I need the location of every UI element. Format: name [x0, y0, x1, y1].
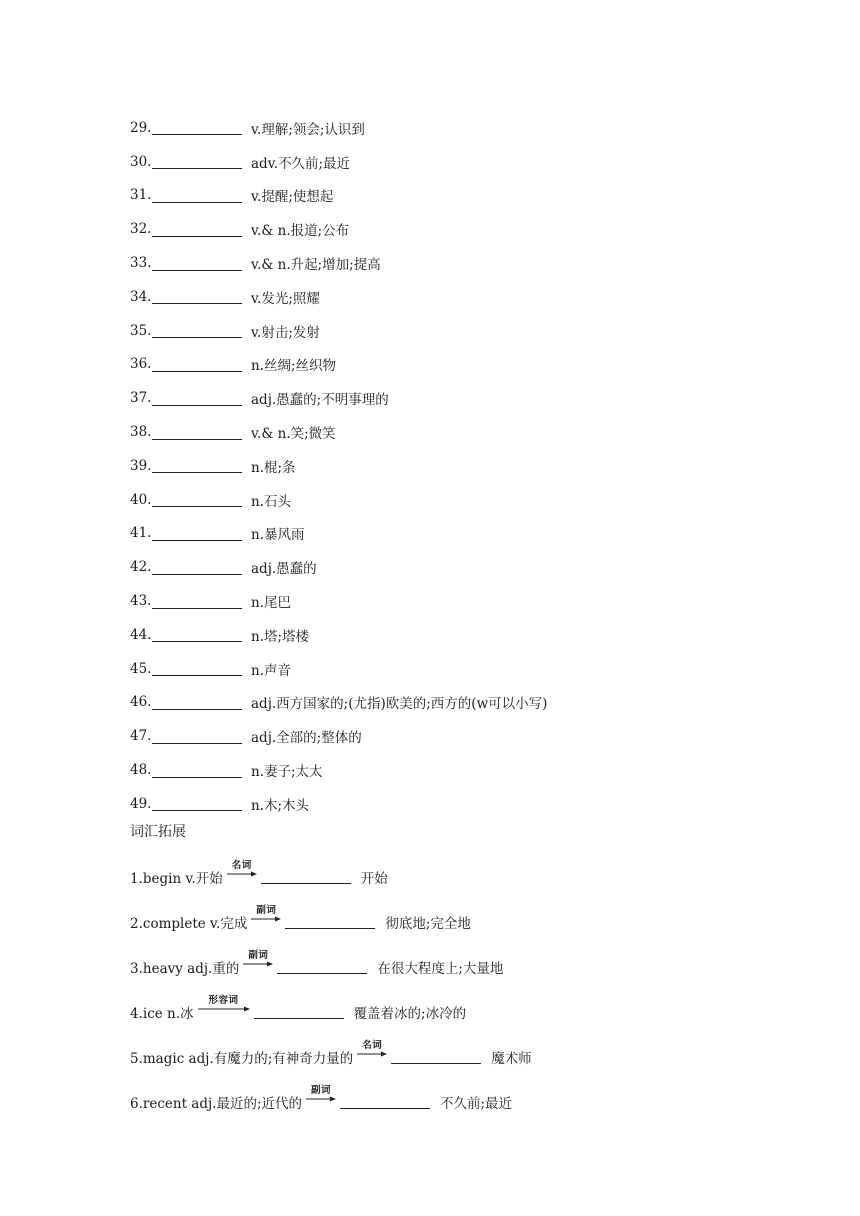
arrow-right-icon: [243, 961, 273, 967]
arrow-right-icon: [198, 1006, 250, 1012]
expansion-row: [130, 1075, 532, 1120]
item-number: 48.: [130, 762, 152, 779]
vocab-row: [130, 719, 547, 753]
expansion-row: [130, 850, 532, 895]
definition: v.射击;发射: [251, 324, 320, 341]
answer-blank[interactable]: [152, 729, 242, 744]
answer-blank[interactable]: [254, 1004, 344, 1019]
derivation-arrow: [198, 996, 250, 1012]
item-number: 32.: [130, 221, 152, 238]
item-number: 39.: [130, 457, 152, 474]
item-number: 31.: [130, 187, 152, 204]
definition: v.& n.报道;公布: [251, 223, 350, 240]
expansion-row: [130, 1030, 532, 1075]
arrow-right-icon: [306, 1096, 336, 1102]
target-meaning: 魔术师: [491, 1050, 532, 1067]
answer-blank[interactable]: [152, 357, 242, 372]
item-number: 44.: [130, 626, 152, 643]
answer-blank[interactable]: [152, 661, 242, 676]
vocab-row: [130, 618, 547, 652]
vocab-row: [130, 246, 547, 280]
answer-blank[interactable]: [340, 1094, 430, 1109]
definition: adj.西方国家的;(尤指)欧美的;西方的(w可以小写): [251, 696, 548, 713]
definition: v.& n.笑;微笑: [251, 426, 336, 443]
definition: n.妻子;太太: [251, 764, 323, 781]
vocab-row: [130, 381, 547, 415]
target-meaning: 不久前;最近: [440, 1095, 513, 1112]
definition: n.塔;塔楼: [251, 628, 310, 645]
item-number: 30.: [130, 153, 152, 170]
target-meaning: 在很大程度上;大量地: [377, 960, 504, 977]
answer-blank[interactable]: [261, 869, 351, 884]
definition: adv.不久前;最近: [251, 155, 351, 172]
item-number: 33.: [130, 255, 152, 272]
vocab-list: [130, 111, 547, 821]
expansion-row: [130, 940, 532, 985]
answer-blank[interactable]: [152, 526, 242, 541]
vocab-row: [130, 449, 547, 483]
answer-blank[interactable]: [152, 763, 242, 778]
answer-blank[interactable]: [285, 914, 375, 929]
definition: v.提醒;使想起: [251, 189, 334, 206]
definition: v.发光;照耀: [251, 290, 320, 307]
definition: v.理解;领会;认识到: [251, 121, 365, 138]
arrow-right-icon: [251, 916, 281, 922]
derivation-arrow: [357, 1041, 387, 1057]
arrow-right-icon: [357, 1051, 387, 1057]
vocab-row: [130, 145, 547, 179]
item-number: 40.: [130, 491, 152, 508]
item-number: 29.: [130, 119, 152, 136]
item-number: 47.: [130, 728, 152, 745]
answer-blank[interactable]: [152, 425, 242, 440]
answer-blank[interactable]: [152, 458, 242, 473]
vocab-row: [130, 753, 547, 787]
answer-blank[interactable]: [152, 627, 242, 642]
answer-blank[interactable]: [152, 594, 242, 609]
word-class-tag: 副词: [248, 949, 269, 961]
vocab-row: [130, 483, 547, 517]
definition: adj.全部的;整体的: [251, 730, 362, 747]
vocab-row: [130, 686, 547, 720]
definition: n.尾巴: [251, 595, 291, 612]
definition: n.木;木头: [251, 797, 310, 814]
expansion-list: [130, 850, 532, 1120]
definition: n.棍;条: [251, 459, 296, 476]
word-class-tag: 副词: [256, 904, 277, 916]
answer-blank[interactable]: [152, 289, 242, 304]
definition: v.& n.升起;增加;提高: [251, 257, 381, 274]
base-word: 2.complete v.完成: [130, 915, 248, 932]
base-word: 6.recent adj.最近的;近代的: [130, 1095, 302, 1112]
answer-blank[interactable]: [152, 323, 242, 338]
base-word: 1.begin v.开始: [130, 870, 223, 887]
expansion-row: [130, 985, 532, 1030]
item-number: 38.: [130, 424, 152, 441]
target-meaning: 覆盖着冰的;冰冷的: [353, 1005, 467, 1022]
vocab-row: [130, 314, 547, 348]
answer-blank[interactable]: [152, 796, 242, 811]
item-number: 35.: [130, 322, 152, 339]
definition: adj.愚蠢的: [251, 561, 317, 578]
word-class-tag: 副词: [310, 1084, 331, 1096]
derivation-arrow: [251, 906, 281, 922]
vocab-row: [130, 652, 547, 686]
word-class-tag: 名词: [362, 1039, 383, 1051]
vocab-row: [130, 212, 547, 246]
vocab-row: [130, 111, 547, 145]
expansion-row: [130, 895, 532, 940]
base-word: 5.magic adj.有魔力的;有神奇力量的: [130, 1050, 354, 1067]
answer-blank[interactable]: [391, 1049, 481, 1064]
item-number: 43.: [130, 593, 152, 610]
answer-blank[interactable]: [152, 256, 242, 271]
definition: n.暴风雨: [251, 527, 305, 544]
item-number: 46.: [130, 694, 152, 711]
vocab-row: [130, 415, 547, 449]
answer-blank[interactable]: [152, 188, 242, 203]
target-meaning: 彻底地;完全地: [385, 915, 471, 932]
item-number: 34.: [130, 288, 152, 305]
derivation-arrow: [243, 951, 273, 967]
vocab-row: [130, 179, 547, 213]
base-word: 3.heavy adj.重的: [130, 960, 240, 977]
item-number: 37.: [130, 390, 152, 407]
vocab-row: [130, 584, 547, 618]
arrow-right-icon: [227, 871, 257, 877]
item-number: 41.: [130, 525, 152, 542]
item-number: 45.: [130, 660, 152, 677]
definition: n.声音: [251, 662, 291, 679]
vocab-row: [130, 280, 547, 314]
vocab-row: [130, 787, 547, 821]
derivation-arrow: [306, 1086, 336, 1102]
definition: adj.愚蠢的;不明事理的: [251, 392, 389, 409]
answer-blank[interactable]: [152, 695, 242, 710]
derivation-arrow: [227, 861, 257, 877]
section-title: 词汇拓展: [130, 824, 186, 840]
definition: n.丝绸;丝织物: [251, 358, 337, 375]
definition: n.石头: [251, 493, 291, 510]
target-meaning: 开始: [360, 870, 388, 887]
vocab-row: [130, 550, 547, 584]
answer-blank[interactable]: [277, 959, 367, 974]
vocab-row: [130, 348, 547, 382]
answer-blank[interactable]: [152, 560, 242, 575]
word-class-tag: 名词: [231, 859, 252, 871]
answer-blank[interactable]: [152, 222, 242, 237]
word-class-tag: 形容词: [208, 994, 239, 1006]
answer-blank[interactable]: [152, 492, 242, 507]
answer-blank[interactable]: [152, 120, 242, 135]
item-number: 42.: [130, 559, 152, 576]
vocab-row: [130, 517, 547, 551]
item-number: 36.: [130, 356, 152, 373]
answer-blank[interactable]: [152, 391, 242, 406]
item-number: 49.: [130, 795, 152, 812]
answer-blank[interactable]: [152, 154, 242, 169]
base-word: 4.ice n.冰: [130, 1005, 194, 1022]
